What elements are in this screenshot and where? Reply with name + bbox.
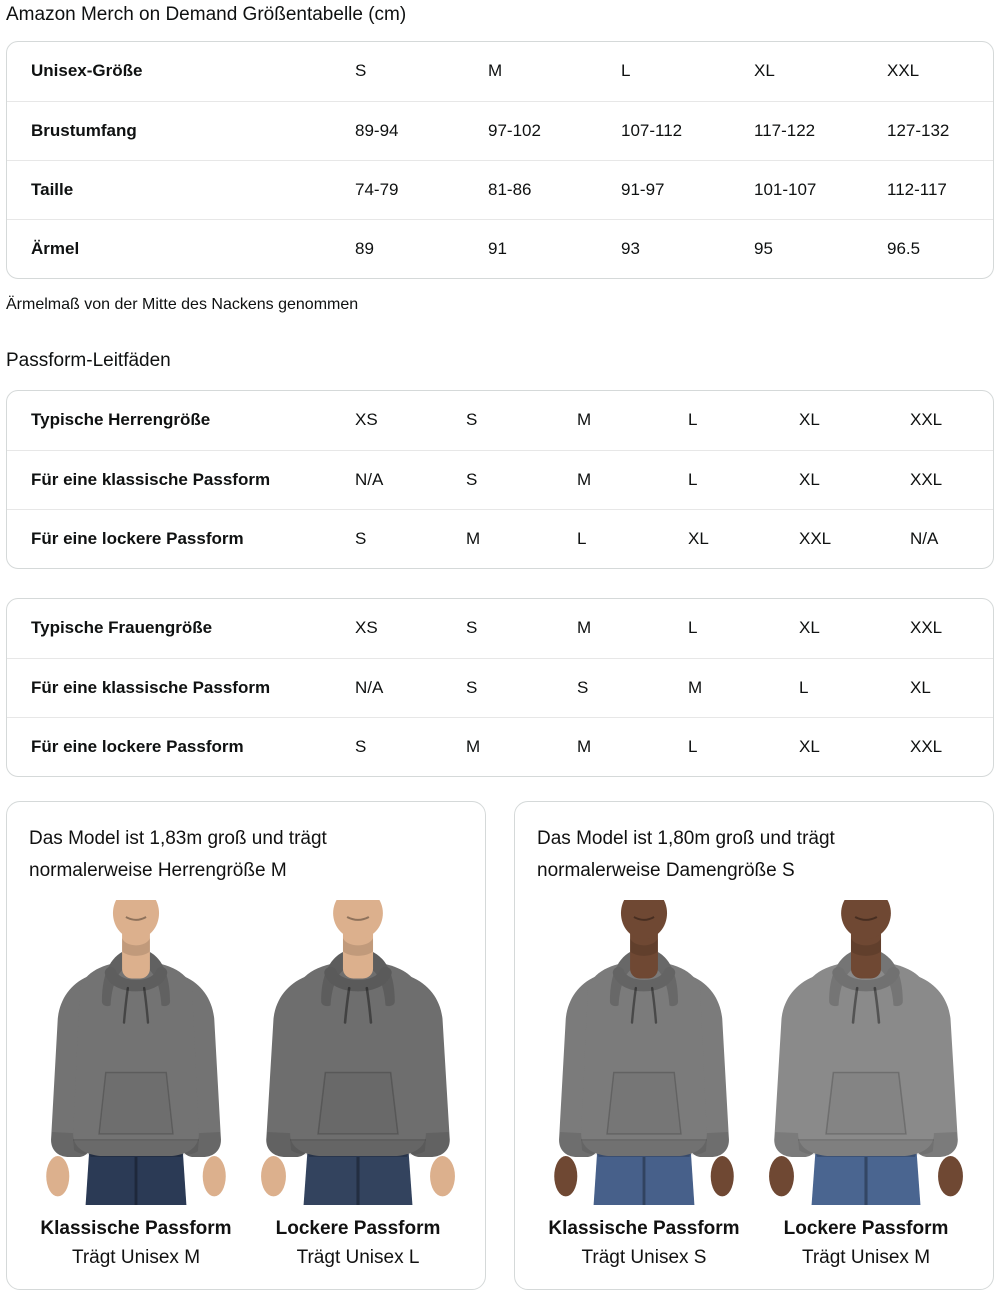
table-header-row — [7, 391, 993, 450]
model-figure-loose — [758, 900, 974, 1269]
row-label: Ärmel — [7, 219, 355, 278]
value-cell: XL — [799, 717, 910, 776]
hoodie-model-illustration — [28, 900, 244, 1205]
size-header-cell: XL — [799, 410, 820, 430]
value-cell: L — [688, 450, 799, 509]
fit-guides-heading: Passform-Leitfäden — [6, 350, 171, 371]
value-cell: S — [466, 658, 577, 717]
model-photo — [536, 900, 752, 1205]
womens-fit-table — [6, 598, 994, 777]
value-cell: 81-86 — [488, 160, 621, 219]
size-header-cell: XS — [355, 618, 378, 638]
sleeve-measure-note: Ärmelmaß von der Mitte des Nackens genommen — [6, 296, 359, 313]
value-cell: M — [466, 717, 577, 776]
value-cell: XL — [688, 509, 799, 568]
model-cards-row — [6, 801, 994, 1290]
fit-label: Lockere Passform — [275, 1218, 441, 1239]
table-row — [7, 717, 993, 776]
model-photo — [250, 900, 466, 1205]
value-cell: 74-79 — [355, 160, 488, 219]
size-header-cell: S — [355, 61, 367, 81]
value-cell: XXL — [910, 717, 993, 776]
model-caption: Das Model ist 1,80m groß und trägt normalerweise Damengröße S — [537, 828, 835, 881]
value-cell: 91 — [488, 219, 621, 278]
model-photo — [758, 900, 974, 1205]
value-cell: 89 — [355, 219, 488, 278]
size-header-cell: XL — [754, 61, 775, 81]
hoodie-model-illustration — [250, 900, 466, 1205]
table-header-row — [7, 599, 993, 658]
table-row — [7, 101, 993, 160]
value-cell: L — [577, 509, 688, 568]
model-caption: Das Model ist 1,83m groß und trägt normalerweise Herrengröße M — [29, 828, 327, 881]
value-cell: L — [688, 717, 799, 776]
size-worn-label: Trägt Unisex M — [801, 1247, 931, 1268]
value-cell: XL — [910, 658, 993, 717]
model-figure-loose — [250, 900, 466, 1269]
size-header-cell: M — [577, 618, 592, 638]
value-cell: N/A — [355, 658, 466, 717]
value-cell: M — [688, 658, 799, 717]
value-cell: N/A — [910, 509, 993, 568]
value-cell: 107-112 — [621, 101, 754, 160]
size-header-cell: M — [577, 410, 592, 430]
size-header-cell: XXL — [887, 61, 920, 81]
row-label: Für eine klassische Passform — [7, 658, 355, 717]
value-cell: 91-97 — [621, 160, 754, 219]
value-cell: M — [466, 509, 577, 568]
size-header-cell: L — [688, 410, 698, 430]
size-header-cell: XXL — [910, 410, 943, 430]
value-cell: S — [466, 450, 577, 509]
model-figure-classic — [28, 900, 244, 1269]
value-cell: 112-117 — [887, 160, 993, 219]
size-header-cell: XL — [799, 618, 820, 638]
figures-row — [537, 900, 973, 1269]
hoodie-model-illustration — [758, 900, 974, 1205]
size-header-cell: L — [621, 61, 631, 81]
table-row — [7, 219, 993, 278]
size-header-cell: S — [466, 618, 478, 638]
size-header-cell: M — [488, 61, 503, 81]
value-cell: M — [577, 450, 688, 509]
value-cell: M — [577, 717, 688, 776]
value-cell: 96.5 — [887, 219, 993, 278]
model-figure-classic — [536, 900, 752, 1269]
fit-label: Klassische Passform — [40, 1218, 232, 1239]
value-cell: 117-122 — [754, 101, 887, 160]
size-header-cell: XXL — [910, 618, 943, 638]
mens-fit-table — [6, 390, 994, 569]
value-cell: 97-102 — [488, 101, 621, 160]
row-label: Brustumfang — [7, 101, 355, 160]
fit-label: Klassische Passform — [548, 1218, 740, 1239]
unisex-size-table — [6, 41, 994, 279]
value-cell: XXL — [799, 509, 910, 568]
size-worn-label: Trägt Unisex L — [296, 1247, 420, 1268]
value-cell: XXL — [910, 450, 993, 509]
size-header-cell: XS — [355, 410, 378, 430]
model-photo — [28, 900, 244, 1205]
row-label: Für eine lockere Passform — [7, 509, 355, 568]
value-cell: S — [355, 717, 466, 776]
hoodie-model-illustration — [536, 900, 752, 1205]
size-header-cell: S — [466, 410, 478, 430]
row-label: Taille — [7, 160, 355, 219]
womens-model-card — [514, 801, 994, 1290]
fit-label: Lockere Passform — [783, 1218, 949, 1239]
table-row — [7, 160, 993, 219]
value-cell: S — [577, 658, 688, 717]
size-header-cell: L — [688, 618, 698, 638]
size-worn-label: Trägt Unisex S — [581, 1247, 707, 1268]
table-row — [7, 509, 993, 568]
page-title: Amazon Merch on Demand Größentabelle (cm) — [6, 4, 407, 25]
value-cell: N/A — [355, 450, 466, 509]
value-cell: 93 — [621, 219, 754, 278]
mens-model-card — [6, 801, 486, 1290]
value-cell: XL — [799, 450, 910, 509]
row-label: Für eine lockere Passform — [7, 717, 355, 776]
row-label: Typische Frauengröße — [31, 618, 213, 638]
value-cell: L — [799, 658, 910, 717]
value-cell: 89-94 — [355, 101, 488, 160]
table-row — [7, 658, 993, 717]
row-label: Typische Herrengröße — [31, 410, 211, 430]
value-cell: 127-132 — [887, 101, 993, 160]
row-label: Für eine klassische Passform — [7, 450, 355, 509]
value-cell: 101-107 — [754, 160, 887, 219]
row-label: Unisex-Größe — [31, 61, 143, 81]
size-worn-label: Trägt Unisex M — [71, 1247, 201, 1268]
table-header-row — [7, 42, 993, 101]
value-cell: 95 — [754, 219, 887, 278]
value-cell: S — [355, 509, 466, 568]
table-row — [7, 450, 993, 509]
figures-row — [29, 900, 465, 1269]
